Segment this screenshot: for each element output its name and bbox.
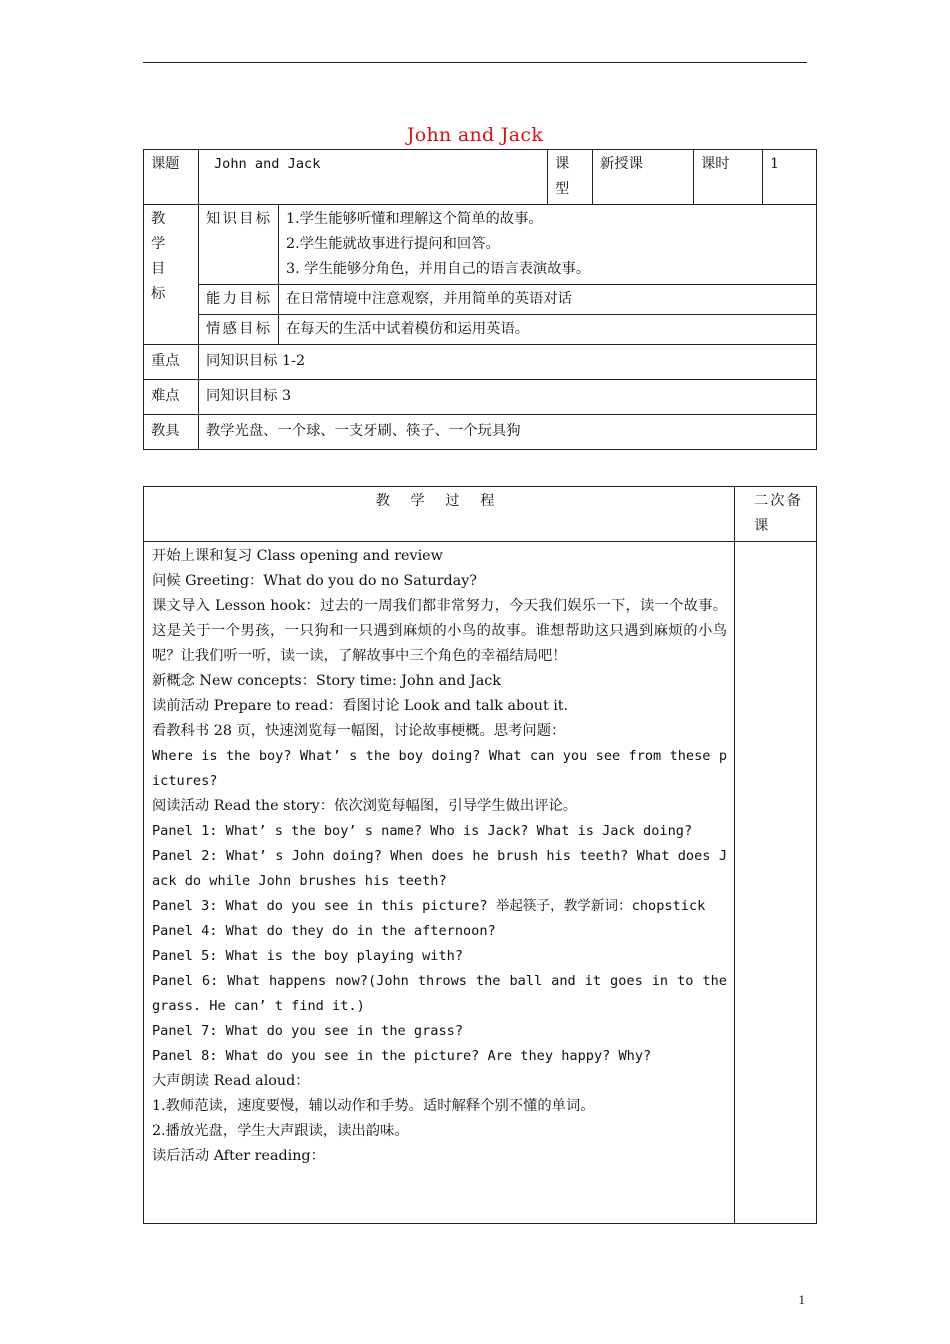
second-prep-header: 二次备课 (735, 487, 817, 542)
page-title: John and Jack (406, 124, 544, 146)
ability-value: 在日常情境中注意观察，并用简单的英语对话 (279, 285, 817, 315)
tools-value: 教学光盘、一个球、一支牙刷、筷子、一个玩具狗 (199, 415, 817, 450)
emotion-label: 情感目标 (199, 315, 279, 345)
key-point-value: 同知识目标 1-2 (199, 345, 817, 380)
type-label: 课型 (548, 150, 593, 205)
topic-row (144, 150, 817, 205)
process-line: 2.播放光盘，学生大声跟读，读出韵味。 (152, 1123, 409, 1139)
objectives-label: 教学目标 (144, 205, 199, 345)
process-line: 大声朗读 Read aloud： (152, 1073, 310, 1089)
emotion-row (144, 315, 817, 345)
process-line: 1.教师范读，速度要慢，辅以动作和手势。适时解释个别不懂的单词。 (152, 1098, 595, 1114)
process-line: 新概念 New concepts：Story time: John and Jack (152, 673, 501, 689)
knowledge-item: 2.学生能就故事进行提问和回答。 (286, 236, 500, 252)
knowledge-label: 知识目标 (199, 205, 279, 285)
difficulty-label: 难点 (144, 380, 199, 415)
hours-value: 1 (763, 150, 817, 205)
ability-label: 能力目标 (199, 285, 279, 315)
hours-label: 课时 (694, 150, 763, 205)
header-rule (143, 62, 807, 63)
process-line: Where is the boy? What’ s the boy doing? What can you see from these pictures? (152, 748, 727, 789)
process-body-row (144, 542, 817, 1224)
knowledge-items (279, 205, 817, 285)
process-line: Panel 8: What do you see in the picture? Are they happy? Why? (152, 1048, 652, 1064)
ability-row (144, 285, 817, 315)
key-point-label: 重点 (144, 345, 199, 380)
process-line: 看教科书 28 页，快速浏览每一幅图，讨论故事梗概。思考问题： (152, 723, 566, 739)
lesson-info-table (143, 149, 817, 450)
tools-row (144, 415, 817, 450)
tools-label: 教具 (144, 415, 199, 450)
process-line: Panel 5: What is the boy playing with? (152, 948, 463, 964)
process-header-row (144, 487, 817, 542)
process-line: Panel 7: What do you see in the grass? (152, 1023, 463, 1039)
type-value: 新授课 (593, 150, 694, 205)
process-line: 开始上课和复习 Class opening and review (152, 548, 443, 564)
knowledge-item: 1.学生能够听懂和理解这个简单的故事。 (286, 211, 543, 227)
difficulty-row (144, 380, 817, 415)
process-line: Panel 4: What do they do in the afternoon? (152, 923, 496, 939)
process-line: 读前活动 Prepare to read：看图讨论 Look and talk about it. (152, 698, 569, 714)
process-content (144, 542, 735, 1224)
process-line: 阅读活动 Read the story：依次浏览每幅图，引导学生做出评论。 (152, 798, 578, 814)
page-number: 1 (798, 1292, 805, 1307)
difficulty-value: 同知识目标 3 (199, 380, 817, 415)
process-line: Panel 6: What happens now?(John throws the ball and it goes in to the grass. He can’ t find it.) (152, 973, 727, 1014)
topic-label: 课题 (144, 150, 199, 205)
process-header: 教 学 过 程 (144, 487, 735, 542)
process-line: Panel 1: What’ s the boy’ s name? Who is Jack? What is Jack doing? (152, 823, 693, 839)
process-line: 问候 Greeting：What do you do no Saturday? (152, 573, 477, 589)
process-line: Panel 3: What do you see in this picture? 举起筷子，教学新词：chopstick (152, 898, 706, 914)
emotion-value: 在每天的生活中试着模仿和运用英语。 (279, 315, 817, 345)
knowledge-row (144, 205, 817, 285)
second-prep-content (735, 542, 817, 1224)
process-line: 课文导入 Lesson hook：过去的一周我们都非常努力，今天我们娱乐一下，读一个故事。这是关于一个男孩，一只狗和一只遇到麻烦的小鸟的故事。谁想帮助这只遇到麻烦的小鸟呢？让我们听一听，读一读，了解故事中三个角色的幸福结局吧！ (152, 598, 727, 664)
process-table (143, 486, 817, 1224)
key-point-row (144, 345, 817, 380)
process-line: Panel 2: What’ s John doing? When does he brush his teeth? What does Jack do while John brushes his teeth? (152, 848, 727, 889)
process-line: 读后活动 After reading： (152, 1148, 325, 1164)
topic-value: John and Jack (199, 150, 548, 205)
knowledge-item: 3. 学生能够分角色，并用自己的语言表演故事。 (286, 261, 591, 277)
